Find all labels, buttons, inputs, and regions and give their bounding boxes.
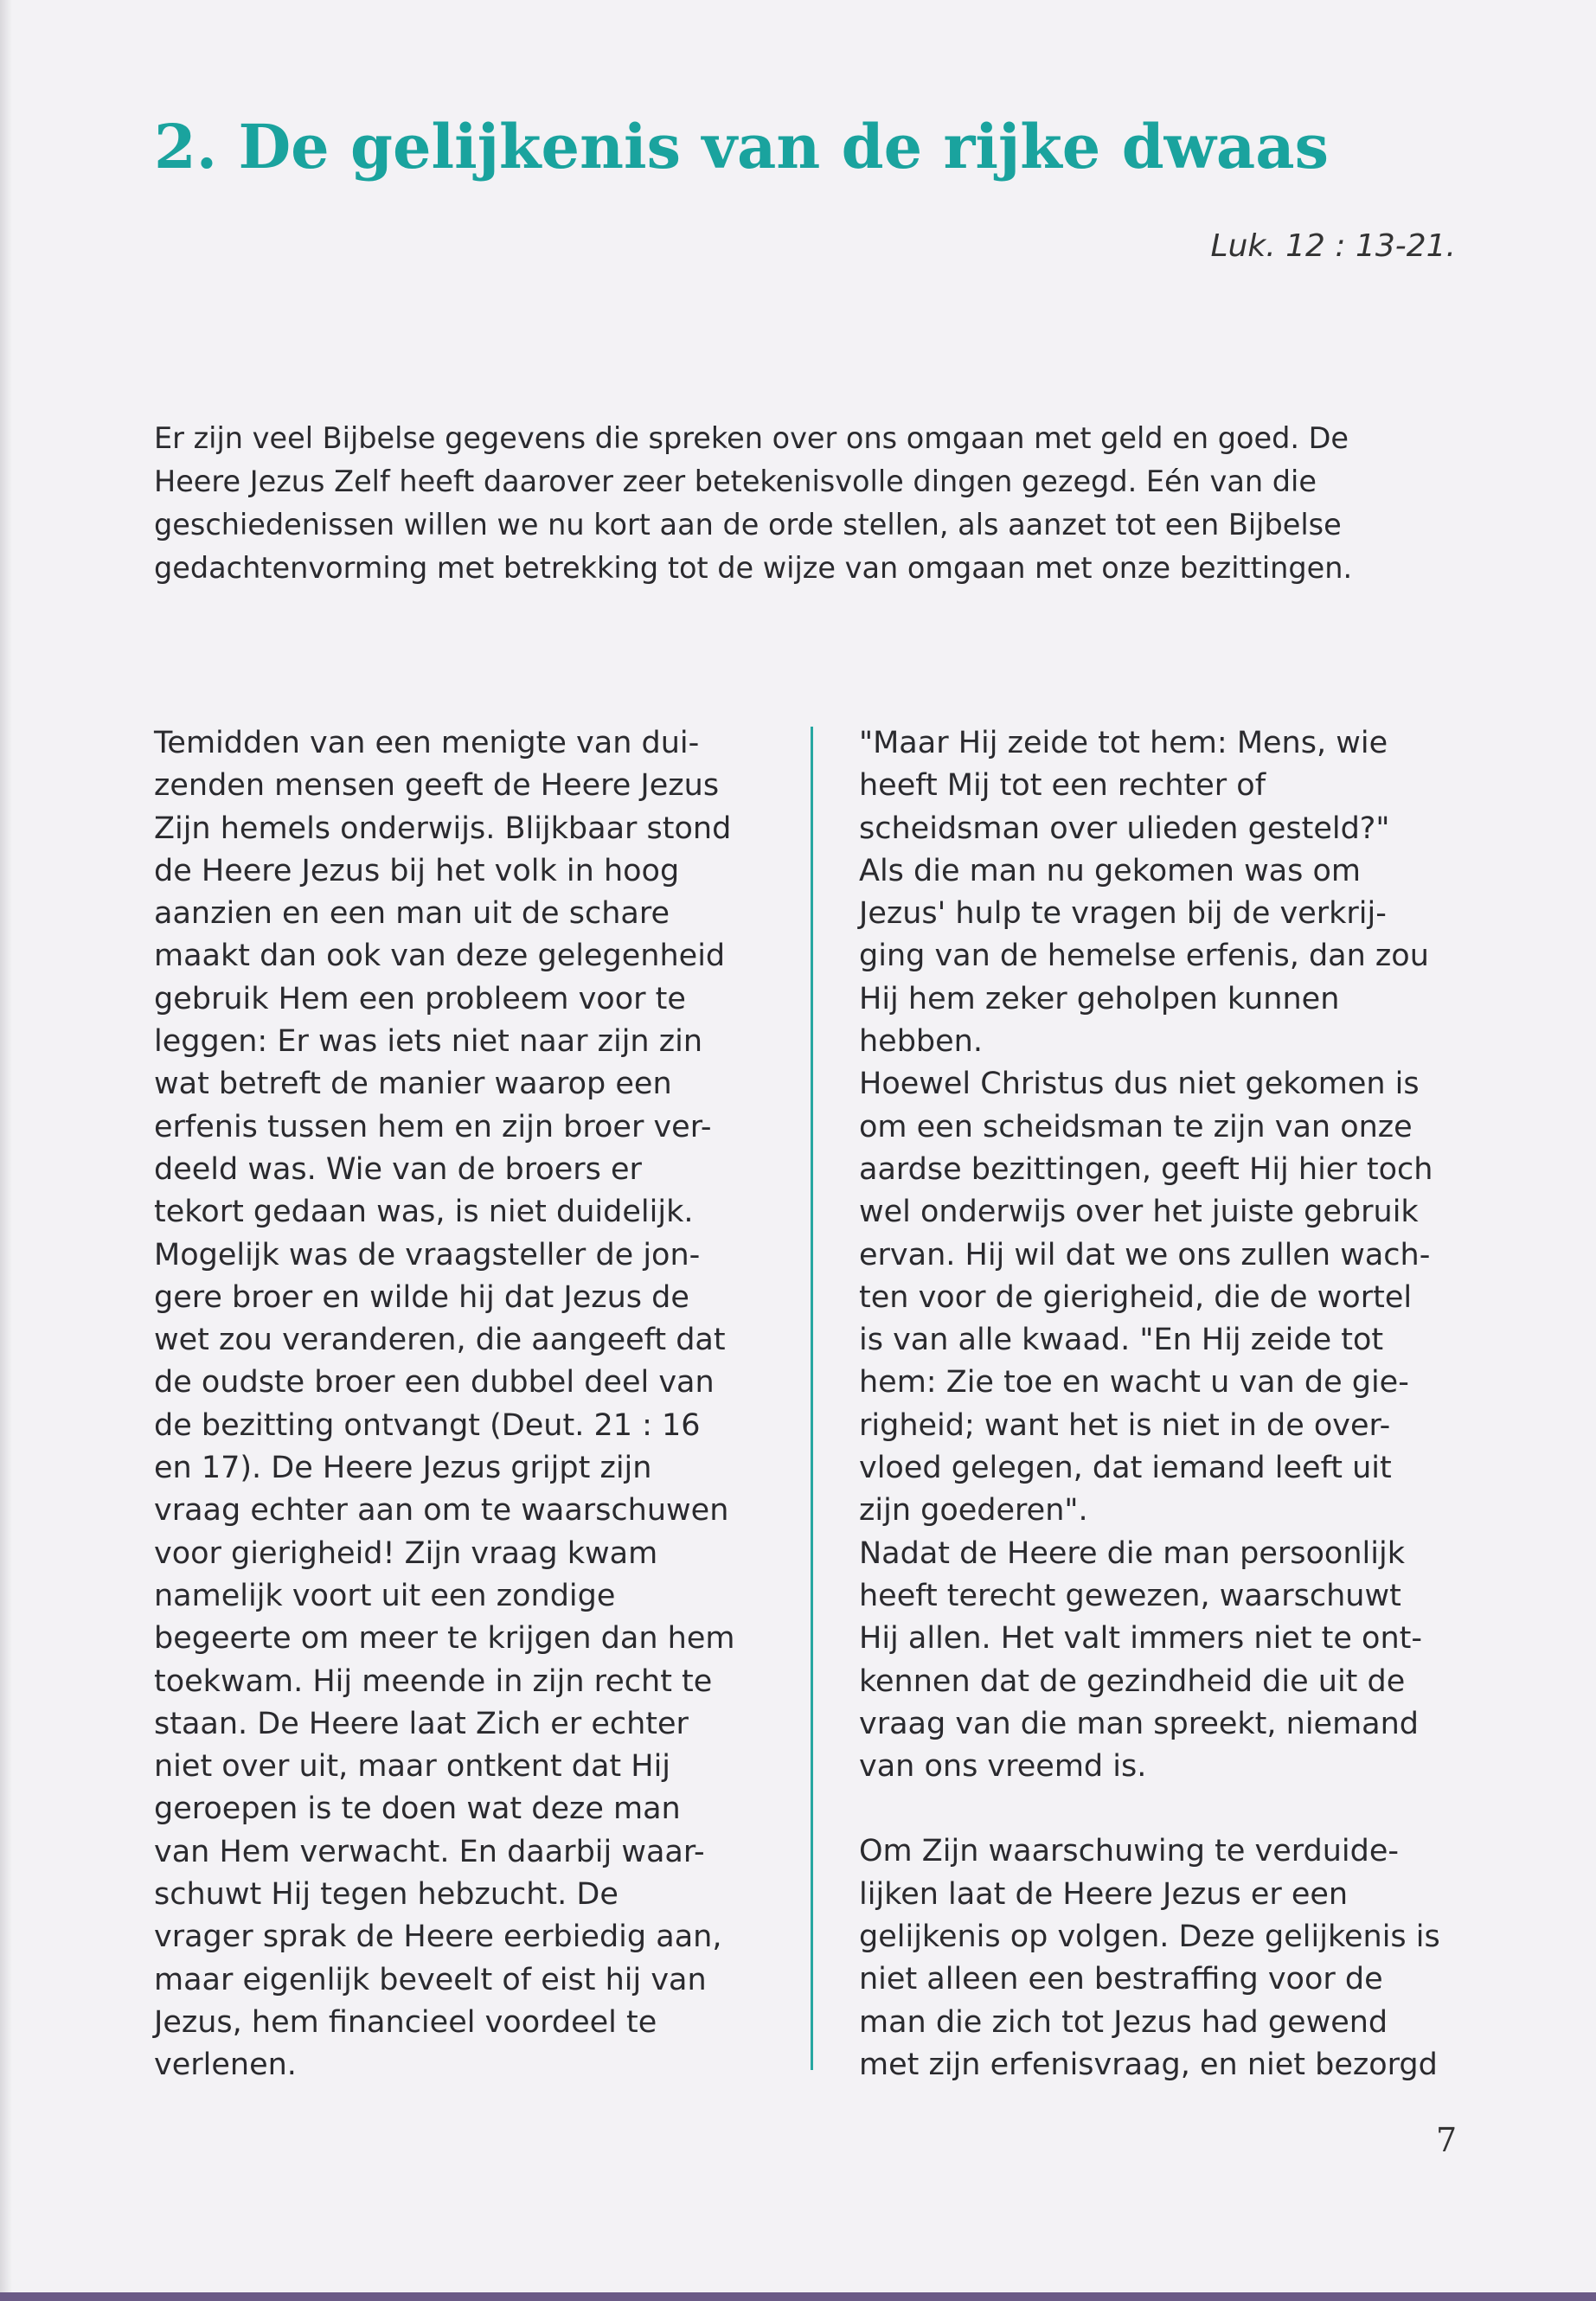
left-line: wat betreft de manier waarop een: [154, 1067, 672, 1102]
left-line: zenden mensen geeft de Heere Jezus: [154, 768, 720, 804]
scripture-reference: Luk. 12 : 13-21.: [1210, 228, 1456, 264]
left-line: Temidden van een menigte van dui-: [154, 726, 700, 760]
left-line: de oudste broer een dubbel deel van: [154, 1365, 715, 1400]
right-line: heeft Mij tot een rechter of: [859, 768, 1266, 804]
left-line: verlenen.: [154, 2048, 297, 2083]
chapter-title: 2. De gelijkenis van de rijke dwaas: [154, 111, 1330, 183]
intro-line: Er zijn veel Bijbelse gegevens die spreken over ons omgaan met geld en goed. De: [154, 421, 1349, 455]
right-line: vraag van die man spreekt, niemand: [859, 1706, 1420, 1741]
left-line: Zijn hemels onderwijs. Blijkbaar stond: [154, 811, 732, 846]
right-line: van ons vreemd is.: [859, 1749, 1147, 1785]
right-line: vloed gelegen, dat iemand leeft uit: [859, 1451, 1392, 1486]
right-line: gelijkenis op volgen. Deze gelijkenis is: [859, 1920, 1440, 1955]
intro-paragraph: [154, 417, 1486, 590]
page-bottom-edge: [0, 2292, 1596, 2301]
intro-line: geschiedenissen willen we nu kort aan de orde stellen, als aanzet tot een Bijbelse: [154, 508, 1342, 542]
left-line: Jezus, hem financieel voordeel te: [154, 2004, 657, 2040]
right-line: hem: Zie toe en wacht u van de gie-: [859, 1365, 1409, 1400]
left-line: en 17). De Heere Jezus grijpt zijn: [154, 1451, 652, 1486]
right-line: Om Zijn waarschuwing te verduide-: [859, 1834, 1400, 1869]
right-line: Hij allen. Het valt immers niet te ont-: [859, 1621, 1423, 1657]
right-line: Hoewel Christus dus niet gekomen is: [859, 1067, 1420, 1102]
right-line: ervan. Hij wil dat we ons zullen wach-: [859, 1237, 1431, 1272]
left-line: erfenis tussen hem en zijn broer ver-: [154, 1109, 712, 1144]
left-line: maakt dan ook van deze gelegenheid: [154, 939, 726, 974]
left-line: schuwt Hij tegen hebzucht. De: [154, 1877, 619, 1913]
left-column: [154, 722, 777, 2087]
right-column: [859, 722, 1482, 2086]
left-line: maar eigenlijk beveelt of eist hij van: [154, 1962, 707, 1997]
right-line: Nadat de Heere die man persoonlijk: [859, 1535, 1405, 1571]
left-line: aanzien en een man uit de schare: [154, 896, 670, 932]
right-line: ging van de hemelse erfenis, dan zou: [859, 939, 1429, 974]
right-line: niet alleen een bestraffing voor de: [859, 1962, 1383, 1997]
right-line: om een scheidsman te zijn van onze: [859, 1109, 1413, 1144]
intro-line: gedachtenvorming met betrekking tot de wijze van omgaan met onze bezittingen.: [154, 551, 1353, 585]
right-line: righeid; want het is niet in de over-: [859, 1407, 1391, 1443]
left-line: begeerte om meer te krijgen dan hem: [154, 1621, 735, 1657]
column-divider: [811, 727, 813, 2070]
left-line: gebruik Hem een probleem voor te: [154, 981, 686, 1016]
left-line: deeld was. Wie van de broers er: [154, 1151, 642, 1187]
right-line: met zijn erfenisvraag, en niet bezorgd: [859, 2047, 1438, 2082]
left-line: van Hem verwacht. En daarbij waar-: [154, 1834, 705, 1869]
left-line: leggen: Er was iets niet naar zijn zin: [154, 1024, 703, 1060]
left-line: tekort gedaan was, is niet duidelijk.: [154, 1195, 694, 1230]
left-line: wet zou veranderen, die aangeeft dat: [154, 1323, 726, 1358]
left-line: niet over uit, maar ontkent dat Hij: [154, 1749, 671, 1785]
right-line: is van alle kwaad. "En Hij zeide tot: [859, 1323, 1384, 1358]
left-line: vrager sprak de Heere eerbiedig aan,: [154, 1920, 722, 1955]
left-line: namelijk voort uit een zondige: [154, 1578, 616, 1613]
left-line: geroepen is te doen wat deze man: [154, 1791, 681, 1827]
left-line: vraag echter aan om te waarschuwen: [154, 1493, 729, 1529]
page-edge: [0, 0, 12, 2301]
right-line: "Maar Hij zeide tot hem: Mens, wie: [859, 726, 1388, 760]
intro-line: Heere Jezus Zelf heeft daarover zeer betekenisvolle dingen gezegd. Eén van die: [154, 465, 1317, 498]
right-line: ten voor de gierigheid, die de wortel: [859, 1279, 1413, 1315]
left-line: Mogelijk was de vraagsteller de jon-: [154, 1237, 701, 1272]
right-line: heeft terecht gewezen, waarschuwt: [859, 1578, 1401, 1613]
left-line: voor gierigheid! Zijn vraag kwam: [154, 1535, 658, 1571]
left-line: gere broer en wilde hij dat Jezus de: [154, 1279, 689, 1315]
right-line: zijn goederen".: [859, 1493, 1088, 1529]
right-line: Als die man nu gekomen was om: [859, 853, 1362, 888]
page-number: 7: [1436, 2121, 1458, 2159]
right-line: lijken laat de Heere Jezus er een: [859, 1876, 1349, 1912]
paragraph-gap: [859, 1788, 1482, 1830]
right-line: aardse bezittingen, geeft Hij hier toch: [859, 1151, 1433, 1187]
left-line: de bezitting ontvangt (Deut. 21 : 16: [154, 1407, 701, 1443]
right-line: man die zich tot Jezus had gewend: [859, 2004, 1388, 2040]
left-line: staan. De Heere laat Zich er echter: [154, 1706, 689, 1741]
left-line: de Heere Jezus bij het volk in hoog: [154, 853, 680, 888]
right-line: kennen dat de gezindheid die uit de: [859, 1663, 1406, 1699]
right-line: scheidsman over ulieden gesteld?": [859, 811, 1390, 846]
right-line: wel onderwijs over het juiste gebruik: [859, 1195, 1419, 1230]
right-line: Jezus' hulp te vragen bij de verkrij-: [859, 896, 1387, 932]
left-line: toekwam. Hij meende in zijn recht te: [154, 1663, 713, 1699]
right-line: hebben.: [859, 1024, 983, 1060]
right-line: Hij hem zeker geholpen kunnen: [859, 981, 1340, 1016]
